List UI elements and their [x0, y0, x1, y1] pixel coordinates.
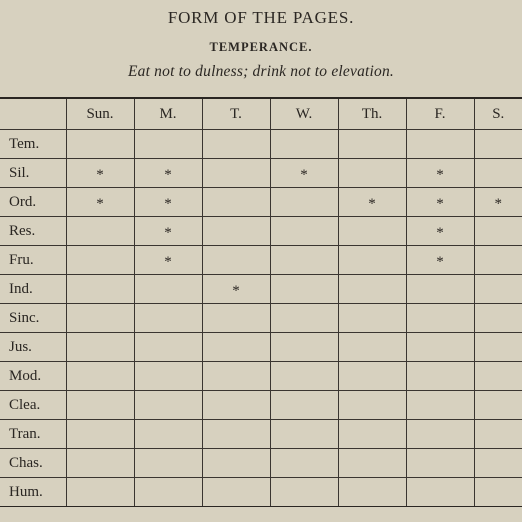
day-header-sunday: Sun. — [66, 98, 134, 130]
virtue-motto: Eat not to dulness; drink not to elevation. — [127, 63, 395, 80]
mark-cell-monday — [134, 246, 202, 275]
virtue-label: Ind. — [0, 275, 66, 304]
mark-cell-friday — [406, 362, 474, 391]
mark-cell-wednesday — [270, 449, 338, 478]
virtue-row — [0, 217, 522, 246]
mark-cell-sunday — [66, 420, 134, 449]
mark-cell-monday — [134, 217, 202, 246]
mark-cell-monday — [134, 478, 202, 507]
mark-cell-friday — [406, 420, 474, 449]
mark-cell-saturday — [474, 449, 522, 478]
virtue-chart-table — [0, 97, 522, 507]
mark-cell-tuesday — [202, 130, 270, 159]
day-header-monday: M. — [134, 98, 202, 130]
mark-cell-monday — [134, 130, 202, 159]
mark-cell-thursday — [338, 188, 406, 217]
mark-cell-sunday — [66, 130, 134, 159]
mark-cell-friday — [406, 304, 474, 333]
virtue-row — [0, 246, 522, 275]
mark-cell-saturday — [474, 478, 522, 507]
virtue-label: Sinc. — [0, 304, 66, 333]
mark-cell-saturday — [474, 130, 522, 159]
mark-cell-wednesday — [270, 188, 338, 217]
day-header-tuesday: T. — [202, 98, 270, 130]
mark-cell-monday — [134, 333, 202, 362]
fault-mark: * — [494, 195, 502, 212]
day-header-wednesday: W. — [270, 98, 338, 130]
mark-cell-tuesday — [202, 478, 270, 507]
mark-cell-thursday — [338, 420, 406, 449]
virtue-row — [0, 304, 522, 333]
mark-cell-friday — [406, 130, 474, 159]
mark-cell-sunday — [66, 391, 134, 420]
virtue-row — [0, 362, 522, 391]
virtue-label: Hum. — [0, 478, 66, 507]
virtue-label: Fru. — [0, 246, 66, 275]
mark-cell-sunday — [66, 188, 134, 217]
mark-cell-saturday — [474, 333, 522, 362]
virtue-row — [0, 188, 522, 217]
mark-cell-saturday — [474, 159, 522, 188]
fault-mark: * — [436, 166, 444, 183]
fault-mark: * — [96, 195, 104, 212]
virtue-label: Res. — [0, 217, 66, 246]
fault-mark: * — [436, 195, 444, 212]
fault-mark: * — [232, 282, 240, 299]
mark-cell-wednesday — [270, 420, 338, 449]
mark-cell-wednesday — [270, 362, 338, 391]
fault-mark: * — [164, 253, 172, 270]
mark-cell-monday — [134, 159, 202, 188]
virtue-label: Ord. — [0, 188, 66, 217]
mark-cell-wednesday — [270, 304, 338, 333]
mark-cell-tuesday — [202, 246, 270, 275]
mark-cell-wednesday — [270, 130, 338, 159]
mark-cell-sunday — [66, 304, 134, 333]
day-header-row — [0, 98, 522, 130]
fault-mark: * — [300, 166, 308, 183]
mark-cell-sunday — [66, 333, 134, 362]
mark-cell-friday — [406, 391, 474, 420]
mark-cell-wednesday — [270, 275, 338, 304]
mark-cell-wednesday — [270, 391, 338, 420]
mark-cell-wednesday — [270, 478, 338, 507]
mark-cell-sunday — [66, 275, 134, 304]
mark-cell-friday — [406, 188, 474, 217]
mark-cell-sunday — [66, 217, 134, 246]
virtue-row — [0, 391, 522, 420]
mark-cell-tuesday — [202, 275, 270, 304]
mark-cell-wednesday — [270, 159, 338, 188]
virtue-row — [0, 478, 522, 507]
virtue-label: Tem. — [0, 130, 66, 159]
mark-cell-monday — [134, 188, 202, 217]
corner-cell — [0, 98, 66, 130]
mark-cell-tuesday — [202, 391, 270, 420]
mark-cell-monday — [134, 391, 202, 420]
fault-mark: * — [96, 166, 104, 183]
virtue-label: Chas. — [0, 449, 66, 478]
mark-cell-monday — [134, 275, 202, 304]
virtue-rows — [0, 130, 522, 507]
mark-cell-wednesday — [270, 333, 338, 362]
mark-cell-thursday — [338, 159, 406, 188]
mark-cell-sunday — [66, 362, 134, 391]
mark-cell-tuesday — [202, 333, 270, 362]
fault-mark: * — [368, 195, 376, 212]
virtue-row — [0, 275, 522, 304]
mark-cell-tuesday — [202, 188, 270, 217]
mark-cell-friday — [406, 217, 474, 246]
mark-cell-tuesday — [202, 420, 270, 449]
fault-mark: * — [164, 195, 172, 212]
mark-cell-thursday — [338, 217, 406, 246]
day-header-thursday: Th. — [338, 98, 406, 130]
mark-cell-saturday — [474, 275, 522, 304]
virtue-label: Jus. — [0, 333, 66, 362]
mark-cell-sunday — [66, 246, 134, 275]
mark-cell-thursday — [338, 478, 406, 507]
fault-mark: * — [164, 224, 172, 241]
mark-cell-thursday — [338, 246, 406, 275]
mark-cell-tuesday — [202, 362, 270, 391]
fault-mark: * — [164, 166, 172, 183]
virtue-label: Mod. — [0, 362, 66, 391]
mark-cell-wednesday — [270, 246, 338, 275]
virtue-label: Clea. — [0, 391, 66, 420]
fault-mark: * — [436, 224, 444, 241]
mark-cell-thursday — [338, 391, 406, 420]
mark-cell-thursday — [338, 304, 406, 333]
mark-cell-friday — [406, 449, 474, 478]
mark-cell-friday — [406, 333, 474, 362]
mark-cell-sunday — [66, 478, 134, 507]
mark-cell-saturday — [474, 217, 522, 246]
mark-cell-tuesday — [202, 304, 270, 333]
day-header-friday: F. — [406, 98, 474, 130]
mark-cell-friday — [406, 159, 474, 188]
mark-cell-thursday — [338, 130, 406, 159]
mark-cell-sunday — [66, 449, 134, 478]
mark-cell-tuesday — [202, 217, 270, 246]
virtue-row — [0, 333, 522, 362]
mark-cell-saturday — [474, 391, 522, 420]
virtue-row — [0, 449, 522, 478]
mark-cell-saturday — [474, 304, 522, 333]
virtue-heading: TEMPERANCE. — [209, 40, 313, 54]
mark-cell-friday — [406, 246, 474, 275]
mark-cell-tuesday — [202, 159, 270, 188]
mark-cell-saturday — [474, 420, 522, 449]
mark-cell-monday — [134, 362, 202, 391]
page-title: FORM OF THE PAGES. — [167, 8, 355, 27]
mark-cell-monday — [134, 420, 202, 449]
virtue-row — [0, 159, 522, 188]
mark-cell-thursday — [338, 449, 406, 478]
mark-cell-tuesday — [202, 449, 270, 478]
mark-cell-wednesday — [270, 217, 338, 246]
mark-cell-saturday — [474, 362, 522, 391]
virtue-label: Tran. — [0, 420, 66, 449]
day-header-saturday: S. — [474, 98, 522, 130]
mark-cell-thursday — [338, 333, 406, 362]
mark-cell-sunday — [66, 159, 134, 188]
fault-mark: * — [436, 253, 444, 270]
mark-cell-friday — [406, 275, 474, 304]
mark-cell-thursday — [338, 275, 406, 304]
mark-cell-monday — [134, 304, 202, 333]
virtue-row — [0, 420, 522, 449]
mark-cell-monday — [134, 449, 202, 478]
virtue-label: Sil. — [0, 159, 66, 188]
mark-cell-saturday — [474, 188, 522, 217]
mark-cell-thursday — [338, 362, 406, 391]
virtue-row — [0, 130, 522, 159]
mark-cell-friday — [406, 478, 474, 507]
mark-cell-saturday — [474, 246, 522, 275]
